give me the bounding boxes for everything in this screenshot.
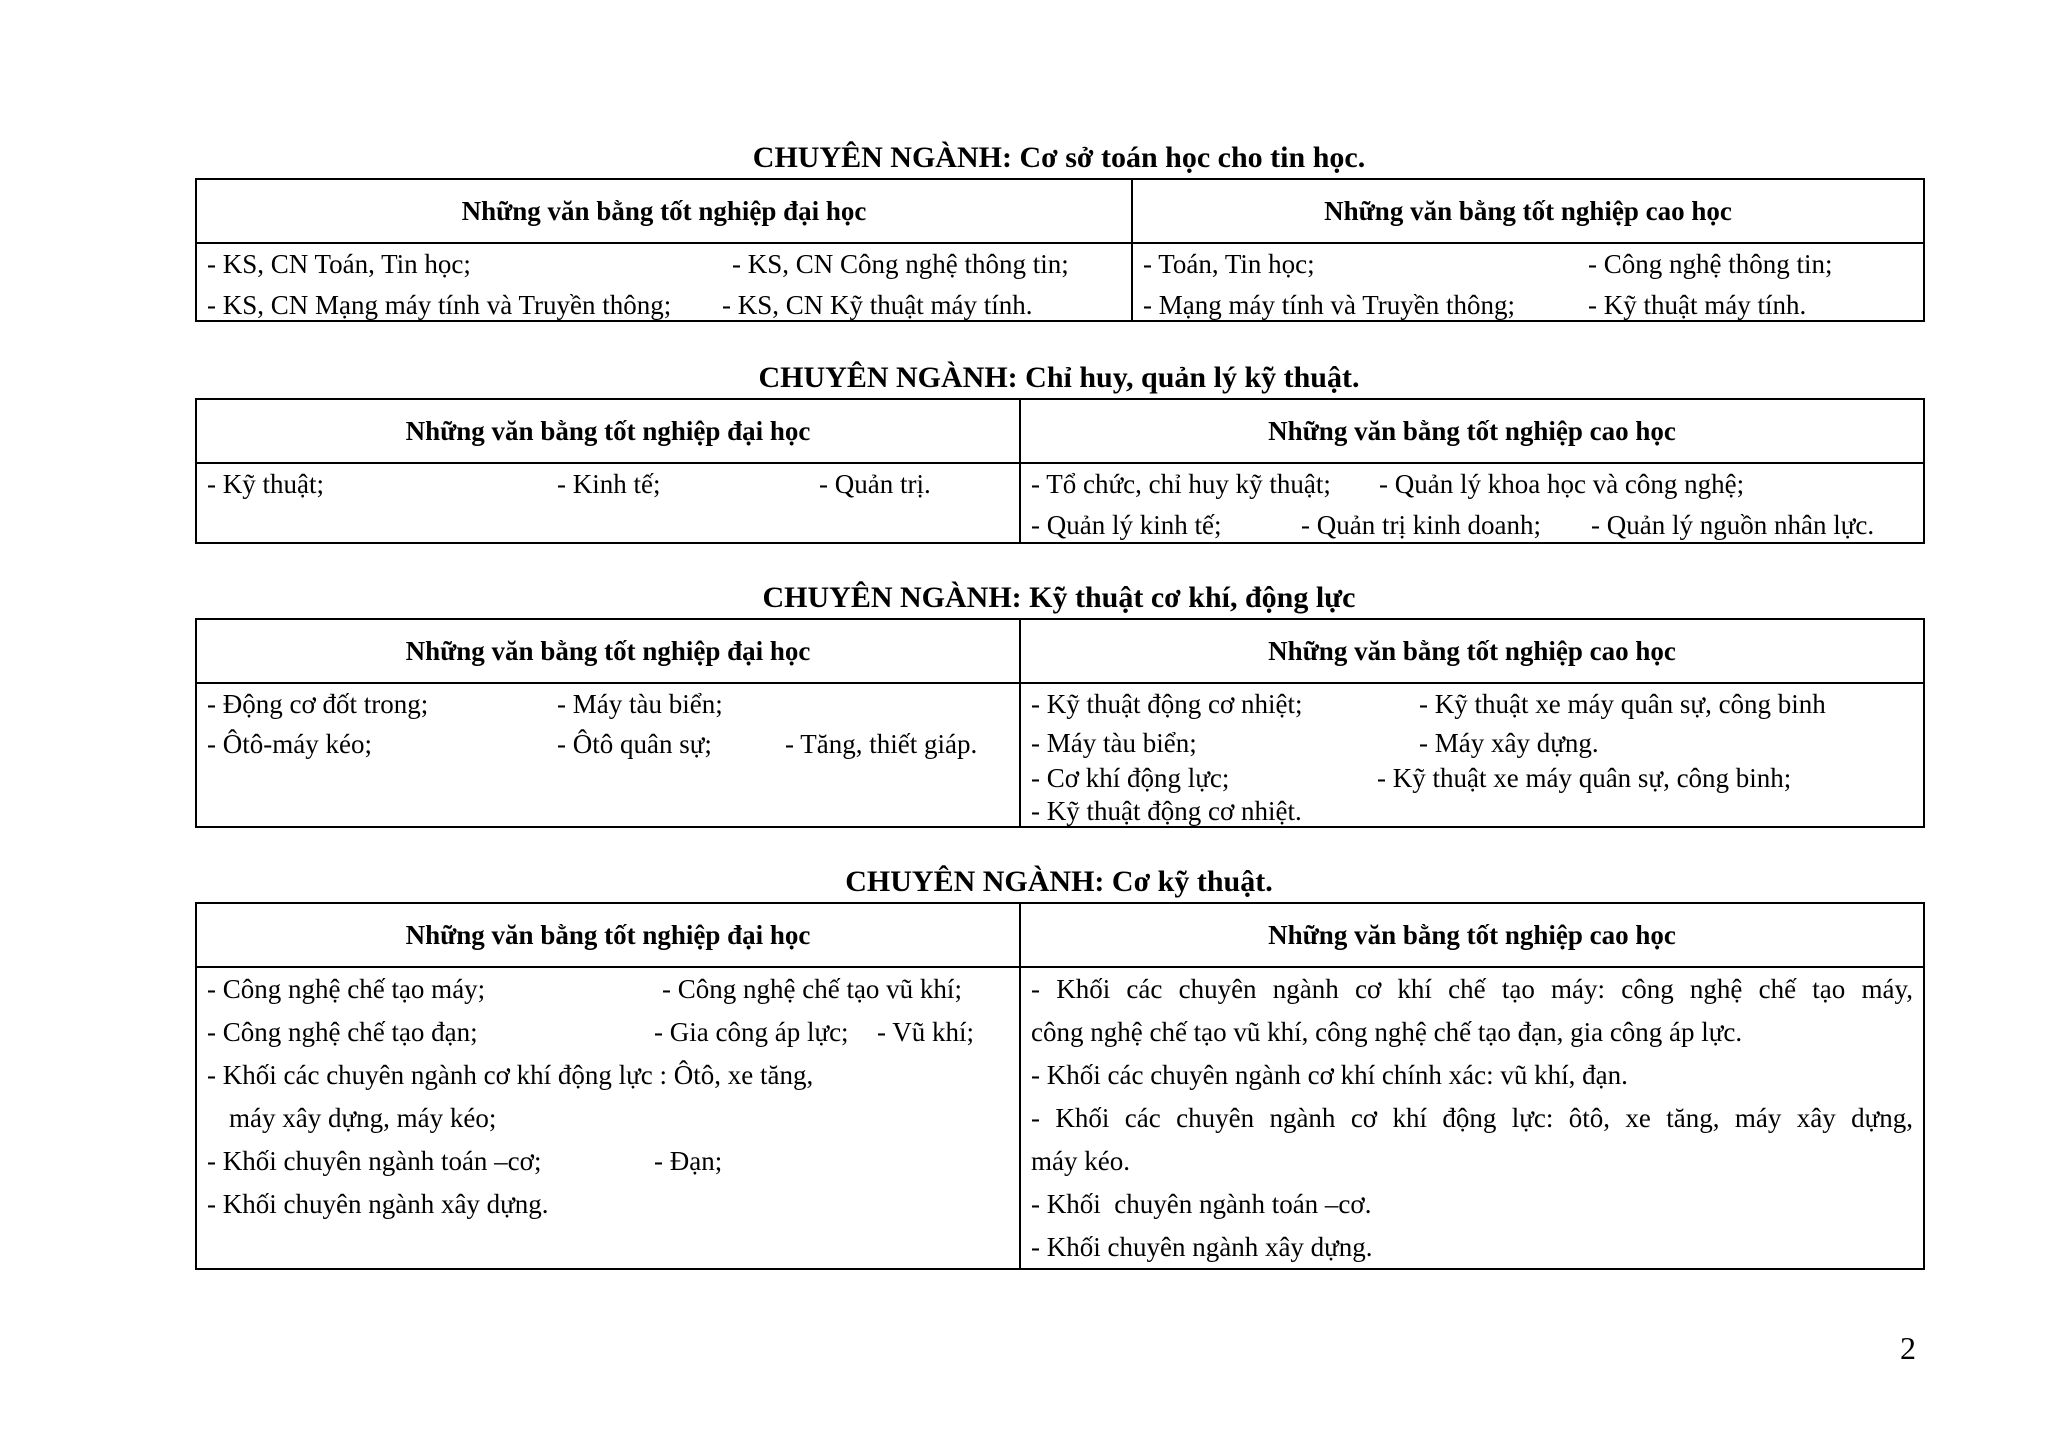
list-item: - Tăng, thiết giáp. xyxy=(785,729,978,759)
list-item: - KS, CN Công nghệ thông tin; xyxy=(732,249,1069,279)
header-graduate: Những văn bằng tốt nghiệp cao học xyxy=(1020,619,1924,683)
section-2 xyxy=(195,358,1923,544)
list-item: - Công nghệ chế tạo vũ khí; xyxy=(662,974,962,1004)
undergraduate-cell xyxy=(196,243,1132,321)
list-item: - Vũ khí; xyxy=(877,1017,975,1047)
list-item: - Công nghệ chế tạo máy; xyxy=(207,974,486,1004)
list-item: - Khối chuyên ngành toán –cơ. xyxy=(1031,1189,1372,1219)
list-item: - Khối chuyên ngành xây dựng. xyxy=(207,1189,549,1219)
list-item: - Quản lý kinh tế; xyxy=(1031,510,1222,540)
header-graduate: Những văn bằng tốt nghiệp cao học xyxy=(1020,903,1924,967)
list-item: - Quản trị kinh doanh; xyxy=(1301,510,1541,540)
list-item: - Kỹ thuật; xyxy=(207,469,324,499)
list-item: - Cơ khí động lực; xyxy=(1031,763,1230,793)
list-item: - Ôtô quân sự; xyxy=(557,729,712,759)
undergraduate-cell xyxy=(196,463,1020,543)
header-undergraduate: Những văn bằng tốt nghiệp đại học xyxy=(196,399,1020,463)
list-item: - Khối các chuyên ngành cơ khí động lực: ôtô, xe tăng, máy xây dựng, xyxy=(1031,1103,1913,1133)
degree-table xyxy=(195,398,1925,544)
list-item: - Quản lý khoa học và công nghệ; xyxy=(1379,469,1745,499)
list-item: - Kỹ thuật động cơ nhiệt; xyxy=(1031,689,1303,719)
list-item: máy xây dựng, máy kéo; xyxy=(229,1103,497,1133)
list-item: máy kéo. xyxy=(1031,1146,1130,1176)
list-item: - Công nghệ chế tạo đạn; xyxy=(207,1017,478,1047)
section-title: CHUYÊN NGÀNH: Cơ kỹ thuật. xyxy=(845,865,1273,898)
list-item: - Công nghệ thông tin; xyxy=(1588,249,1833,279)
section-4 xyxy=(195,862,1923,1270)
list-item: - Khối chuyên ngành toán –cơ; xyxy=(207,1146,542,1176)
graduate-cell xyxy=(1020,967,1924,1269)
list-item: - Kỹ thuật động cơ nhiệt. xyxy=(1031,796,1302,826)
list-item: - Kỹ thuật máy tính. xyxy=(1588,290,1807,320)
undergraduate-cell xyxy=(196,683,1020,827)
list-item: - Kinh tế; xyxy=(557,469,661,499)
page-number: 2 xyxy=(1900,1330,1916,1366)
list-item: - Mạng máy tính và Truyền thông; xyxy=(1143,290,1515,320)
list-item: - Khối các chuyên ngành cơ khí động lực : Ôtô, xe tăng, xyxy=(207,1060,814,1090)
section-1 xyxy=(195,138,1923,322)
degree-table xyxy=(195,618,1925,828)
graduate-cell xyxy=(1020,683,1924,827)
list-item: - Ôtô-máy kéo; xyxy=(207,729,372,759)
list-item: - KS, CN Toán, Tin học; xyxy=(207,249,471,279)
list-item: - Toán, Tin học; xyxy=(1143,249,1315,279)
list-item: - Đạn; xyxy=(654,1146,723,1176)
list-item: - Quản lý nguồn nhân lực. xyxy=(1591,510,1875,540)
degree-table xyxy=(195,178,1925,322)
header-undergraduate: Những văn bằng tốt nghiệp đại học xyxy=(196,619,1020,683)
list-item: - KS, CN Mạng máy tính và Truyền thông; xyxy=(207,290,672,320)
list-item: - Động cơ đốt trong; xyxy=(207,689,429,719)
header-undergraduate: Những văn bằng tốt nghiệp đại học xyxy=(196,903,1020,967)
list-item: công nghệ chế tạo vũ khí, công nghệ chế tạo đạn, gia công áp lực. xyxy=(1031,1017,1743,1047)
list-item: - Tổ chức, chỉ huy kỹ thuật; xyxy=(1031,469,1331,499)
list-item: - Gia công áp lực; xyxy=(654,1017,849,1047)
section-3 xyxy=(195,578,1923,828)
graduate-cell xyxy=(1132,243,1924,321)
list-item: - Kỹ thuật xe máy quân sự, công binh; xyxy=(1377,763,1792,793)
header-graduate: Những văn bằng tốt nghiệp cao học xyxy=(1132,179,1924,243)
section-title: CHUYÊN NGÀNH: Cơ sở toán học cho tin học. xyxy=(752,141,1366,174)
section-title: CHUYÊN NGÀNH: Kỹ thuật cơ khí, động lực xyxy=(762,581,1356,614)
list-item: - Quản trị. xyxy=(819,469,931,499)
header-undergraduate: Những văn bằng tốt nghiệp đại học xyxy=(196,179,1132,243)
list-item: - KS, CN Kỹ thuật máy tính. xyxy=(722,290,1033,320)
list-item: - Máy tàu biển; xyxy=(557,689,723,719)
list-item: - Máy xây dựng. xyxy=(1419,728,1599,758)
list-item: - Khối chuyên ngành xây dựng. xyxy=(1031,1232,1373,1262)
list-item: - Kỹ thuật xe máy quân sự, công binh xyxy=(1419,689,1826,719)
degree-table xyxy=(195,902,1925,1270)
graduate-cell xyxy=(1020,463,1924,543)
list-item: - Khối các chuyên ngành cơ khí chế tạo máy: công nghệ chế tạo máy, xyxy=(1031,974,1913,1004)
section-title: CHUYÊN NGÀNH: Chỉ huy, quản lý kỹ thuật. xyxy=(758,361,1360,394)
list-item: - Máy tàu biển; xyxy=(1031,728,1197,758)
header-graduate: Những văn bằng tốt nghiệp cao học xyxy=(1020,399,1924,463)
undergraduate-cell xyxy=(196,967,1020,1269)
list-item: - Khối các chuyên ngành cơ khí chính xác: vũ khí, đạn. xyxy=(1031,1060,1628,1090)
